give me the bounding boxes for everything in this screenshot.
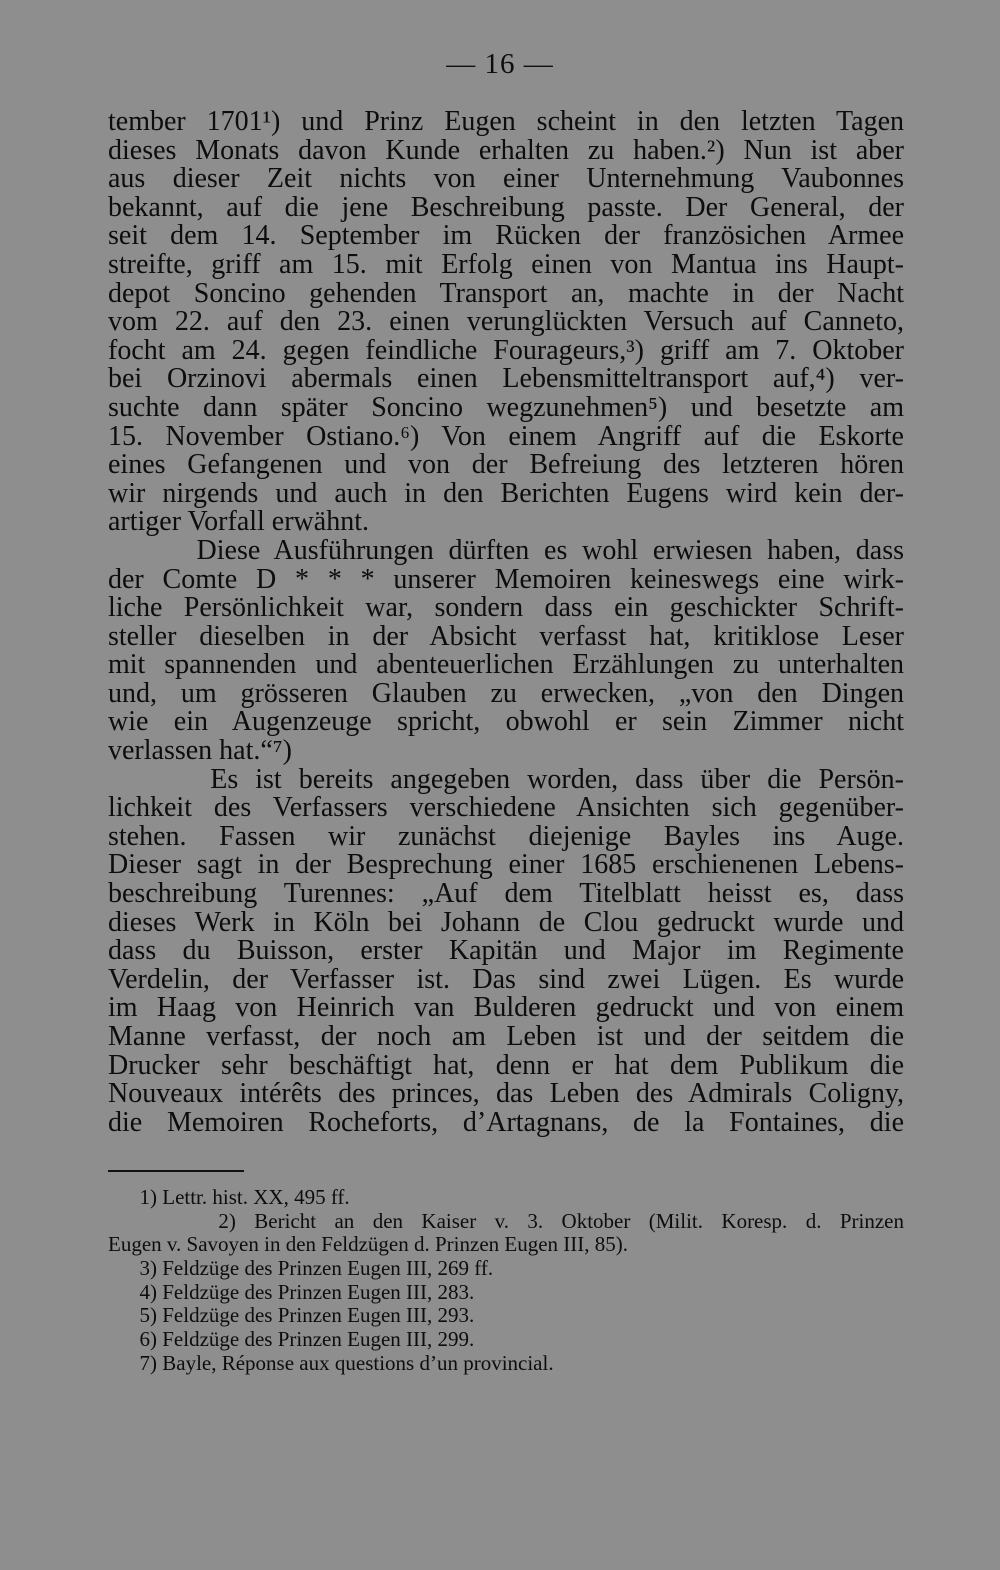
text-line: focht am 24. gegen feindliche Fourageurs,³) griff am 7. Oktober: [108, 334, 904, 366]
footnote-line: 6) Feldzüge des Prinzen Eugen III, 299.: [108, 1327, 475, 1352]
text-line: seit dem 14. September im Rücken der französichen Armee: [108, 220, 904, 252]
text-line: streifte, griff am 15. mit Erfolg einen von Mantua ins Haupt-: [108, 248, 904, 280]
text-line: vom 22. auf den 23. einen verunglückten Versuch auf Canneto,: [108, 306, 904, 338]
footnote-line: 1) Lettr. hist. XX, 495 ff.: [108, 1185, 350, 1209]
text-line: verlassen hat.“⁷): [108, 735, 292, 767]
footnote-separator-rule: [108, 1170, 244, 1172]
text-line: tember 1701¹) und Prinz Eugen scheint in den letzten Tagen: [108, 106, 904, 137]
text-line: steller dieselben in der Absicht verfasst hat, kritiklose Leser: [108, 620, 904, 652]
text-line: Dieser sagt in der Besprechung einer 1685 erschienenen Lebens-: [108, 849, 904, 881]
text-line: suchte dann später Soncino wegzunehmen⁵) und besetzte am: [108, 391, 904, 423]
text-line: bekannt, auf die jene Beschreibung passte. Der General, der: [108, 191, 904, 223]
text-line: liche Persönlichkeit war, sondern dass ein geschickter Schrift-: [108, 592, 904, 624]
text-line: beschreibung Turennes: „Auf dem Titelblatt heisst es, dass: [108, 878, 904, 910]
text-line: im Haag von Heinrich van Bulderen gedruckt und von einem: [108, 992, 904, 1024]
footnote-line: 2) Bericht an den Kaiser v. 3. Oktober (Milit. Koresp. d. Prinzen: [108, 1208, 904, 1233]
text-line: wir nirgends und auch in den Berichten Eugens wird kein der-: [108, 477, 904, 509]
footnote-line: 5) Feldzüge des Prinzen Eugen III, 293.: [108, 1303, 475, 1328]
text-line: Nouveaux intérêts des princes, das Leben des Admirals Coligny,: [108, 1078, 904, 1110]
text-line: Verdelin, der Verfasser ist. Das sind zwei Lügen. Es wurde: [108, 963, 904, 995]
text-line: Manne verfasst, der noch am Leben ist und der seitdem die: [108, 1021, 904, 1052]
text-line: eines Gefangenen und von der Befreiung des letzteren hören: [108, 449, 904, 481]
footnote-line: 4) Feldzüge des Prinzen Eugen III, 283.: [108, 1279, 475, 1304]
page-number: — 16 —: [446, 48, 554, 80]
text-line: und, um grösseren Glauben zu erwecken, „von den Dingen: [108, 677, 904, 709]
body-text: [108, 108, 904, 1137]
footnote-line: 3) Feldzüge des Prinzen Eugen III, 269 ff.: [108, 1256, 494, 1281]
text-line: wie ein Augenzeuge spricht, obwohl er sein Zimmer nicht: [108, 706, 904, 738]
footnotes: [108, 1186, 904, 1376]
text-line: lichkeit des Verfassers verschiedene Ansichten sich gegenüber-: [108, 792, 904, 824]
text-line: dieses Monats davon Kunde erhalten zu haben.²) Nun ist aber: [108, 134, 904, 166]
text-line: Diese Ausführungen dürften es wohl erwiesen haben, dass: [108, 534, 904, 566]
text-line: depot Soncino gehenden Transport an, machte in der Nacht: [108, 277, 904, 309]
text-line: aus dieser Zeit nichts von einer Unternehmung Vaubonnes: [108, 163, 904, 195]
text-line: stehen. Fassen wir zunächst diejenige Bayles ins Auge.: [108, 820, 904, 852]
text-line: der Comte D * * * unserer Memoiren keineswegs eine wirk-: [108, 563, 904, 595]
text-line: mit spannenden und abenteuerlichen Erzählungen zu unterhalten: [108, 649, 904, 681]
text-line: dieses Werk in Köln bei Johann de Clou gedruckt wurde und: [108, 906, 904, 938]
text-line: bei Orzinovi abermals einen Lebensmitteltransport auf,⁴) ver-: [108, 363, 904, 395]
text-line: 15. November Ostiano.⁶) Von einem Angriff auf die Eskorte: [108, 420, 904, 452]
footnote-line: 7) Bayle, Réponse aux questions d’un provincial.: [108, 1350, 554, 1375]
text-line: die Memoiren Rocheforts, d’Artagnans, de la Fontaines, die: [108, 1106, 904, 1138]
text-line: Drucker sehr beschäftigt hat, denn er hat dem Publikum die: [108, 1049, 904, 1081]
text-line: artiger Vorfall erwähnt.: [108, 506, 369, 538]
text-line: dass du Buisson, erster Kapitän und Major im Regimente: [108, 935, 904, 967]
text-line: Es ist bereits angegeben worden, dass über die Persön-: [108, 763, 904, 795]
footnote-line: Eugen v. Savoyen in den Feldzügen d. Prinzen Eugen III, 85).: [108, 1232, 629, 1257]
